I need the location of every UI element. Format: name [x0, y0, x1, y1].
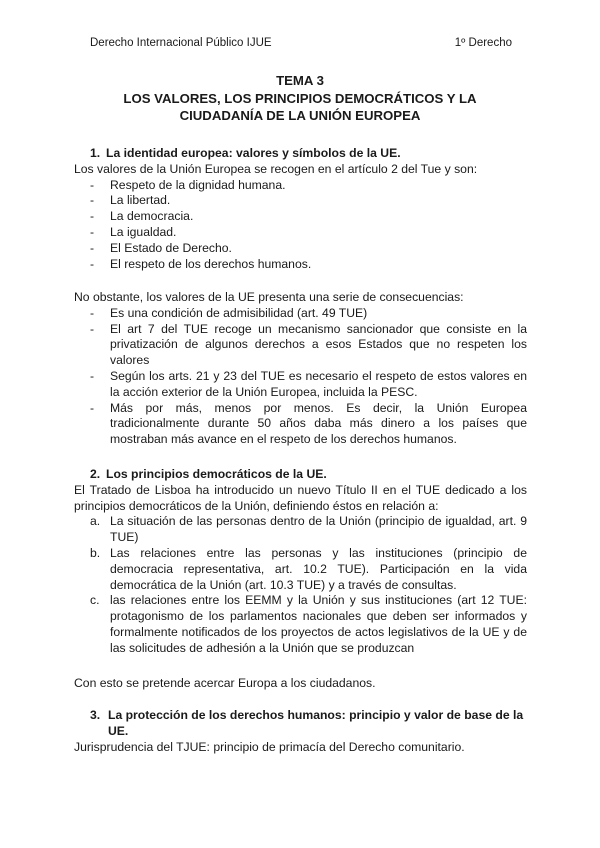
item-text: las relaciones entre los EEMM y la Unión y sus instituciones (art 12 TUE: protagonismo de los parlamentos nacionales que deben ser informados y formalmente notificados de los proyectos de actos legislativos de la UE y de las solicitudes de adhesión a la Unión que se produzcan — [110, 593, 527, 655]
item-marker: b. — [90, 545, 101, 560]
list-item — [74, 546, 527, 593]
section-1-number: 1. — [90, 146, 101, 160]
section-1-title: La identidad europea: valores y símbolos de la UE. — [106, 146, 401, 160]
section-3-title: La protección de los derechos humanos: principio y valor de base de la UE. — [108, 708, 524, 738]
section-3-number: 3. — [90, 708, 101, 722]
page-header — [90, 36, 512, 52]
section-3 — [74, 708, 527, 755]
section-2 — [74, 467, 527, 657]
document-title — [0, 72, 600, 125]
list-item: - El respeto de los derechos humanos. — [74, 257, 527, 273]
principles-list — [74, 514, 527, 656]
section-2-title: Los principios democráticos de la UE. — [106, 467, 327, 481]
header-year: 1º Derecho — [454, 37, 512, 49]
section-3-heading — [74, 708, 527, 740]
title-line-2: CIUDADANÍA DE LA UNIÓN EUROPEA — [179, 108, 421, 123]
list-item: - La democracia. — [74, 209, 527, 225]
list-item: - La igualdad. — [74, 225, 527, 241]
list-item: - El Estado de Derecho. — [74, 241, 527, 257]
item-text: Las relaciones entre las personas y las instituciones (principio de democracia representativa, art. 10.2 TUE). Participación en la vida democrática de la Unión (art. 10.3 TUE) y a través de consultas. — [110, 545, 527, 592]
section-1-heading — [74, 146, 527, 162]
section-2-intro: El Tratado de Lisboa ha introducido un nuevo Título II en el TUE dedicado a los principios democráticos de la Unión, definiendo éstos en relación a: — [74, 482, 527, 513]
list-item: - Respeto de la dignidad humana. — [74, 178, 527, 194]
list-item: - La libertad. — [74, 193, 527, 209]
values-list — [74, 178, 527, 273]
item-marker: c. — [90, 593, 100, 608]
list-item — [74, 593, 527, 656]
section-2-number: 2. — [90, 467, 101, 481]
section-1-intro: Los valores de la Unión Europea se recogen en el artículo 2 del Tue y son: — [74, 161, 478, 176]
title-topic: TEMA 3 — [276, 73, 324, 88]
item-marker: a. — [90, 514, 101, 529]
list-item: - Es una condición de admisibilidad (art. 49 TUE) — [74, 306, 527, 322]
list-item: - El art 7 del TUE recoge un mecanismo sancionador que consiste en la privatización de algunos derechos a esos Estados que no respeten los valores — [74, 322, 527, 369]
title-line-1: LOS VALORES, LOS PRINCIPIOS DEMOCRÁTICOS Y LA — [123, 90, 477, 106]
section-2-heading — [74, 467, 527, 483]
section-2-closing: Con esto se pretende acercar Europa a los ciudadanos. — [74, 676, 376, 690]
list-item: - Según los arts. 21 y 23 del TUE es necesario el respeto de estos valores en la acción exterior de la Unión Europea, incluida la PESC. — [74, 369, 527, 401]
list-item — [74, 514, 527, 546]
section-3-text: Jurisprudencia del TJUE: principio de primacía del Derecho comunitario. — [74, 739, 465, 754]
item-text: La situación de las personas dentro de la Unión (principio de igualdad, art. 9 TUE) — [110, 514, 527, 545]
consequences-intro: No obstante, los valores de la UE presenta una serie de consecuencias: — [74, 290, 464, 304]
list-item: - Más por más, menos por menos. Es decir, la Unión Europea tradicionalmente durante 50 años daba más dinero a los países que mostraban más avance en el respeto de los derechos humanos. — [74, 401, 527, 448]
consequences-list — [74, 306, 527, 448]
header-course: Derecho Internacional Público IJUE — [90, 37, 272, 49]
section-2-closing-block — [74, 676, 527, 692]
consequences-block — [74, 290, 527, 448]
section-1 — [74, 146, 527, 272]
